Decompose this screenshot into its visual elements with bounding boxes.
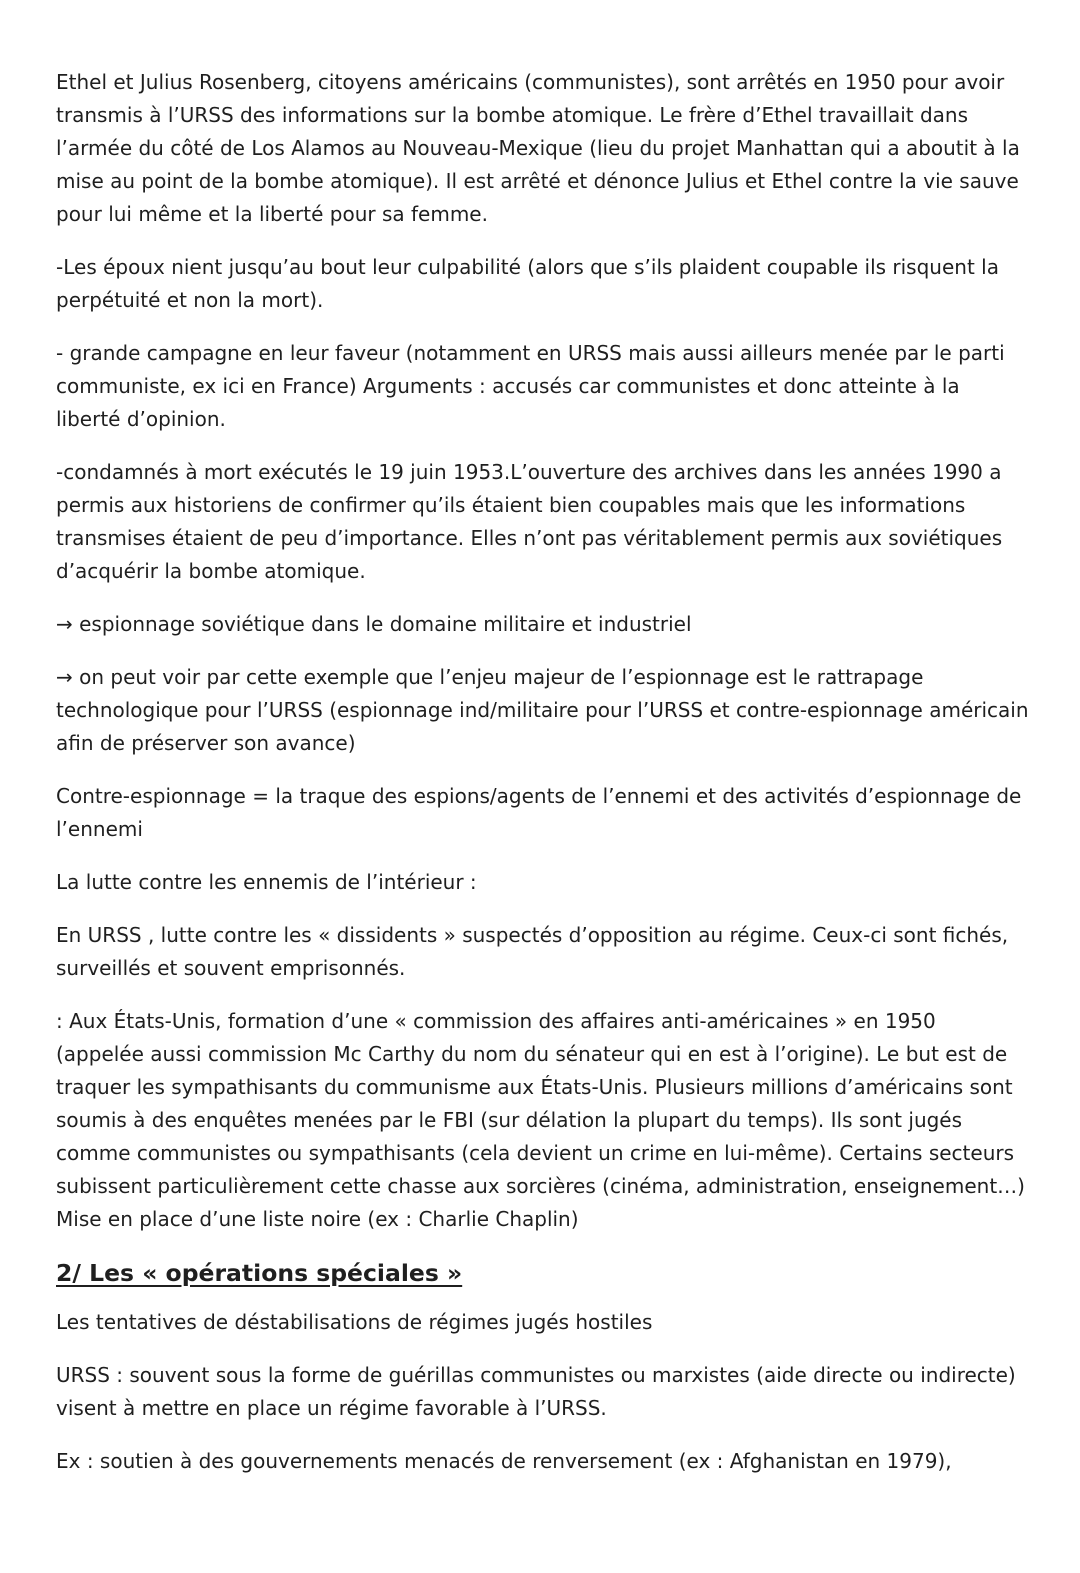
paragraph-execution: -condamnés à mort exécutés le 19 juin 1953.L’ouverture des archives dans les années 1990 a permis aux historiens de confirmer qu’ils étaient bien coupables mais que les informations transmises étaient de peu d’importance. Elles n’ont pas véritablement permis aux soviétiques d’acquérir la bombe atomique. bbox=[56, 460, 1003, 583]
paragraph-internal-enemies: La lutte contre les ennemis de l’intérieur : bbox=[56, 870, 477, 894]
paragraph-ussr-guerillas: URSS : souvent sous la forme de guérillas communistes ou marxistes (aide directe ou indirecte) visent à mettre en place un régime favorable à l’URSS. bbox=[56, 1363, 1016, 1420]
paragraph-denial: -Les époux nient jusqu’au bout leur culpabilité (alors que s’ils plaident coupable ils risquent la perpétuité et non la mort). bbox=[56, 255, 999, 312]
paragraph-rosenberg-intro: Ethel et Julius Rosenberg, citoyens américains (communistes), sont arrêtés en 1950 pour avoir transmis à l’URSS des informations sur la bombe atomique. Le frère d’Ethel travaillait dans l’armée du côté de Los Alamos au Nouveau-Mexique (lieu du projet Manhattan qui a aboutit à la mise au point de la bombe atomique). Il est arrêté et dénonce Julius et Ethel contre la vie sauve pour lui même et la liberté pour sa femme. bbox=[56, 70, 1020, 226]
paragraph-campaign: - grande campagne en leur faveur (notamment en URSS mais aussi ailleurs menée par le parti communiste, ex ici en France) Arguments : accusés car communistes et donc atteinte à la liberté d’opinion. bbox=[56, 341, 1005, 431]
paragraph-ussr-dissidents: En URSS , lutte contre les « dissidents » suspectés d’opposition au régime. Ceux-ci sont fichés, surveillés et souvent emprisonnés. bbox=[56, 923, 1009, 980]
paragraph-counter-espionage: Contre-espionnage = la traque des espions/agents de l’ennemi et des activités d’espionnage de l’ennemi bbox=[56, 784, 1022, 841]
paragraph-stakes-arrow: → on peut voir par cette exemple que l’enjeu majeur de l’espionnage est le rattrapage technologique pour l’URSS (espionnage ind/militaire pour l’URSS et contre-espionnage américain afin de préserver son avance) bbox=[56, 665, 1029, 755]
paragraph-mccarthy: : Aux États-Unis, formation d’une « commission des affaires anti-américaines » en 1950 (appelée aussi commission Mc Carthy du nom du sénateur qui en est à l’origine). Le but est de traquer les sympathisants du communisme aux États-Unis. Plusieurs millions d’américains sont soumis à des enquêtes menées par le FBI (sur délation la plupart du temps). Ils sont jugés comme communistes ou sympathisants (cela devient un crime en lui-même). Certains secteurs subissent particulièrement cette chasse aux sorcières (cinéma, administration, enseignement…) Mise en place d’une liste noire (ex : Charlie Chaplin) bbox=[56, 1009, 1025, 1231]
paragraph-example-afghanistan: Ex : soutien à des gouvernements menacés de renversement (ex : Afghanistan en 1979), bbox=[56, 1449, 952, 1473]
document-page bbox=[56, 66, 1030, 1498]
paragraph-destabilization: Les tentatives de déstabilisations de régimes jugés hostiles bbox=[56, 1310, 653, 1334]
paragraph-espionage-arrow: → espionnage soviétique dans le domaine militaire et industriel bbox=[56, 612, 692, 636]
section-heading: 2/ Les « opérations spéciales » bbox=[56, 1259, 463, 1287]
